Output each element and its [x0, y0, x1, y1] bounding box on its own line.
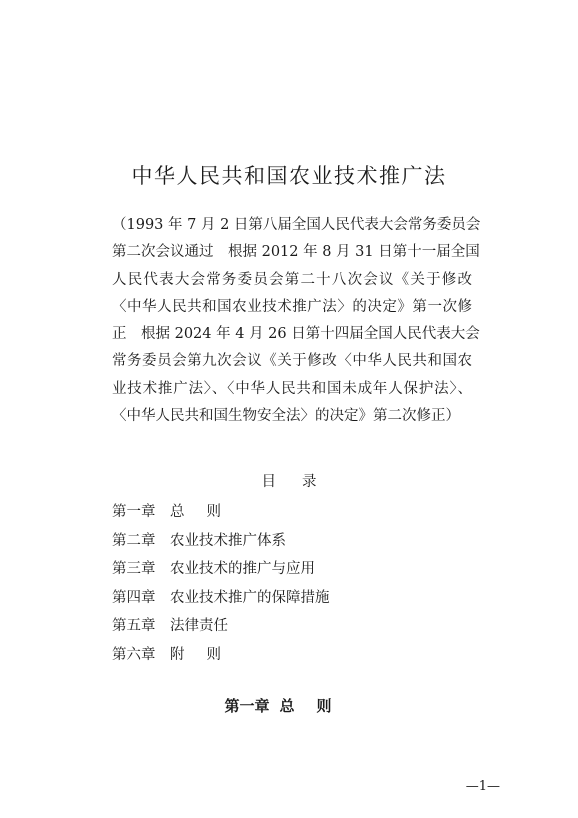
preamble-line: 常务委员会第九次会议《关于修改〈中华人民共和国农: [112, 353, 472, 370]
toc-item-chapter-2[interactable]: [112, 527, 472, 556]
toc-chapter-title: 农业技术的推广与应用: [170, 561, 315, 577]
toc-chapter-number: 第三章: [112, 561, 156, 577]
preamble-line: 第二次会议通过 根据 2012 年 8 月 31 日第十一届全国: [112, 244, 480, 261]
toc-item-chapter-1[interactable]: [112, 498, 472, 527]
toc-chapter-number: 第二章: [112, 532, 156, 549]
page-number: —1—: [465, 779, 500, 794]
toc-chapter-title: 法律责任: [170, 618, 228, 634]
preamble-line: （1993 年 7 月 2 日第八届全国人民代表大会常务委员会: [112, 217, 481, 233]
toc-chapter-number: 第四章: [112, 589, 156, 606]
toc-chapter-number: 第六章: [112, 646, 156, 663]
document-title: 中华人民共和国农业技术推广法: [131, 164, 447, 188]
preamble-line: 〈中华人民共和国农业技术推广法〉的决定》第一次修: [112, 298, 472, 315]
toc-chapter-title: 农业技术推广体系: [170, 532, 286, 549]
preamble-line: 人民代表大会常务委员会第二十八次会议《关于修改: [112, 271, 472, 288]
toc-item-chapter-5[interactable]: [112, 612, 472, 641]
table-of-contents: [112, 498, 472, 669]
chapter-heading: [0, 695, 578, 716]
toc-chapter-title: 附则: [170, 646, 243, 663]
toc-heading: 目录: [261, 474, 343, 490]
toc-item-chapter-6[interactable]: [112, 641, 472, 670]
toc-chapter-title: 总则: [170, 504, 243, 520]
toc-chapter-title: 农业技术推广的保障措施: [170, 589, 330, 606]
preamble-line: 业技术推广法〉、〈中华人民共和国未成年人保护法〉、: [112, 380, 472, 397]
toc-item-chapter-4[interactable]: [112, 584, 472, 613]
toc-item-chapter-3[interactable]: [112, 555, 472, 584]
preamble-line: 〈中华人民共和国生物安全法〉的决定》第二次修正）: [112, 408, 460, 425]
chapter-heading-title: 总则: [279, 697, 354, 715]
preamble-line: 正 根据 2024 年 4 月 26 日第十四届全国人民代表大会: [112, 326, 480, 343]
toc-chapter-number: 第一章: [112, 504, 156, 520]
toc-chapter-number: 第五章: [112, 618, 156, 634]
chapter-heading-number: 第一章: [224, 697, 270, 715]
preamble: [112, 212, 481, 430]
